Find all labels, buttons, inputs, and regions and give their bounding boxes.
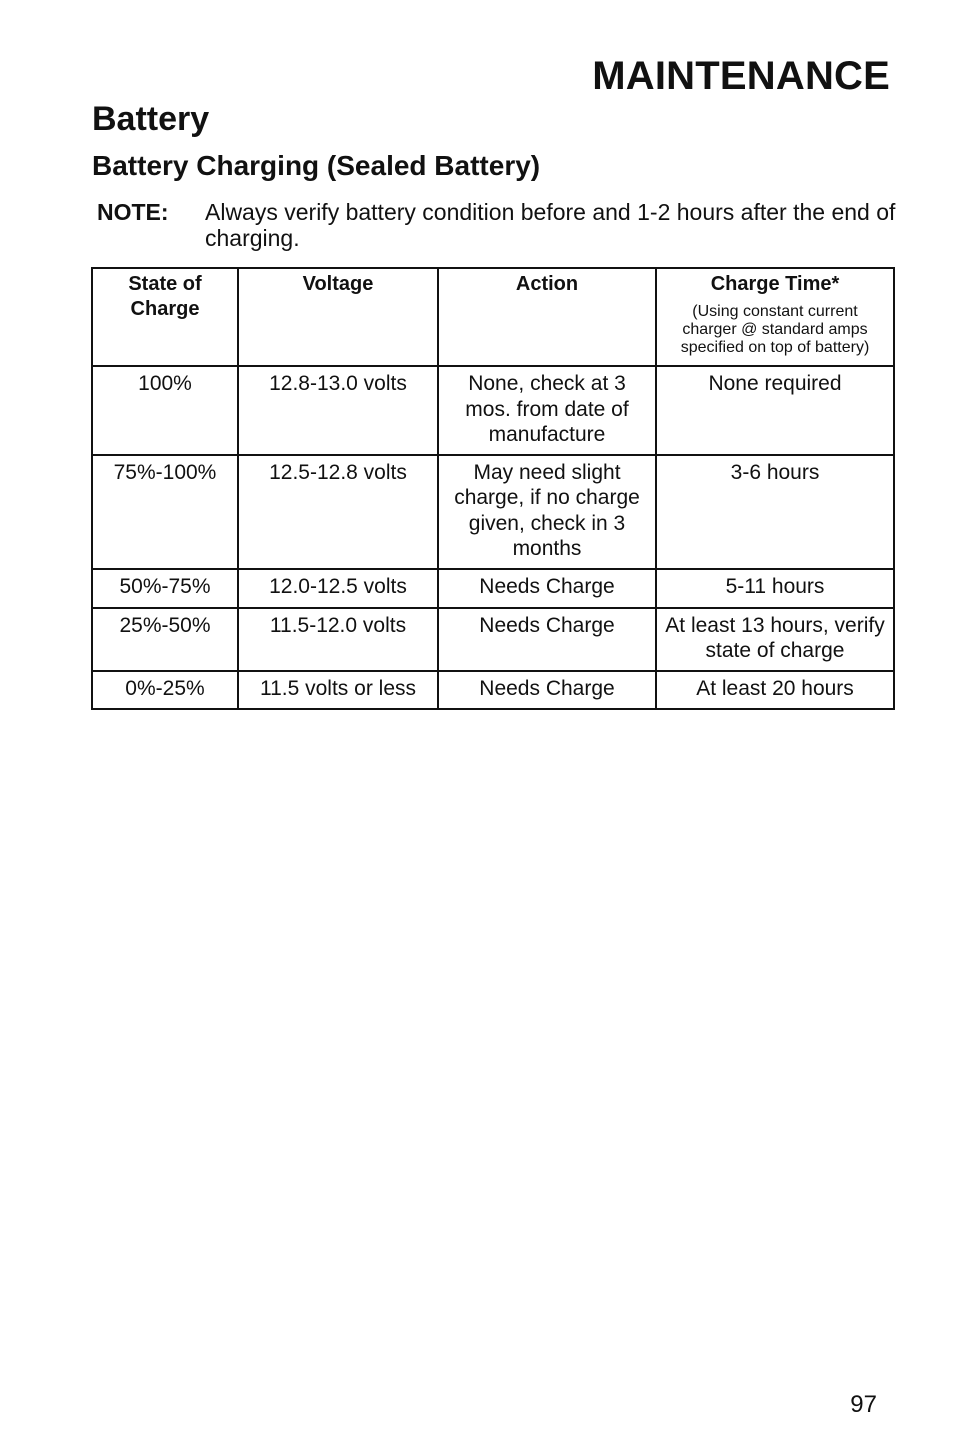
- cell-action: Needs Charge: [438, 671, 656, 709]
- cell-voltage: 11.5 volts or less: [238, 671, 438, 709]
- table-row: [92, 366, 894, 455]
- page-number: 97: [850, 1391, 877, 1418]
- table-row: [92, 569, 894, 608]
- cell-state: 100%: [92, 366, 238, 455]
- section-title: Battery: [92, 100, 210, 138]
- note-label: NOTE:: [97, 199, 169, 225]
- cell-state: 25%-50%: [92, 608, 238, 671]
- cell-charge-time: None required: [656, 366, 894, 455]
- cell-state: 50%-75%: [92, 569, 238, 608]
- header-state-label: State of Charge: [128, 273, 202, 320]
- cell-charge-time: 3-6 hours: [656, 455, 894, 569]
- cell-state: 0%-25%: [92, 671, 238, 709]
- table-header-row: [92, 268, 894, 366]
- cell-voltage: 12.0-12.5 volts: [238, 569, 438, 608]
- battery-charging-table: [91, 267, 895, 710]
- header-action: [438, 268, 656, 366]
- cell-charge-time: 5-11 hours: [656, 569, 894, 608]
- cell-voltage: 12.8-13.0 volts: [238, 366, 438, 455]
- cell-charge-time: At least 20 hours: [656, 671, 894, 709]
- note-text: Always verify battery condition before and 1-2 hours after the end of charging.: [205, 199, 896, 251]
- cell-action: May need slight charge, if no charge given, check in 3 months: [438, 455, 656, 569]
- cell-action: Needs Charge: [438, 608, 656, 671]
- cell-action: Needs Charge: [438, 569, 656, 608]
- table-row: [92, 608, 894, 671]
- header-charge-time: [656, 268, 894, 366]
- cell-action: None, check at 3 mos. from date of manufacture: [438, 366, 656, 455]
- cell-voltage: 12.5-12.8 volts: [238, 455, 438, 569]
- table-row: [92, 671, 894, 709]
- header-action-label: Action: [515, 273, 579, 295]
- header-voltage-label: Voltage: [302, 273, 374, 295]
- header-charge-time-note: (Using constant current charger @ standard amps specified on top of battery): [680, 302, 870, 356]
- chapter-heading: MAINTENANCE: [592, 54, 890, 98]
- cell-voltage: 11.5-12.0 volts: [238, 608, 438, 671]
- header-state-of-charge: [92, 268, 238, 366]
- cell-state: 75%-100%: [92, 455, 238, 569]
- header-voltage: [238, 268, 438, 366]
- table-row: [92, 455, 894, 569]
- subsection-title: Battery Charging (Sealed Battery): [92, 150, 541, 181]
- note-block: [97, 199, 897, 251]
- header-charge-time-label: Charge Time*: [710, 273, 840, 295]
- cell-charge-time: At least 13 hours, verify state of charge: [656, 608, 894, 671]
